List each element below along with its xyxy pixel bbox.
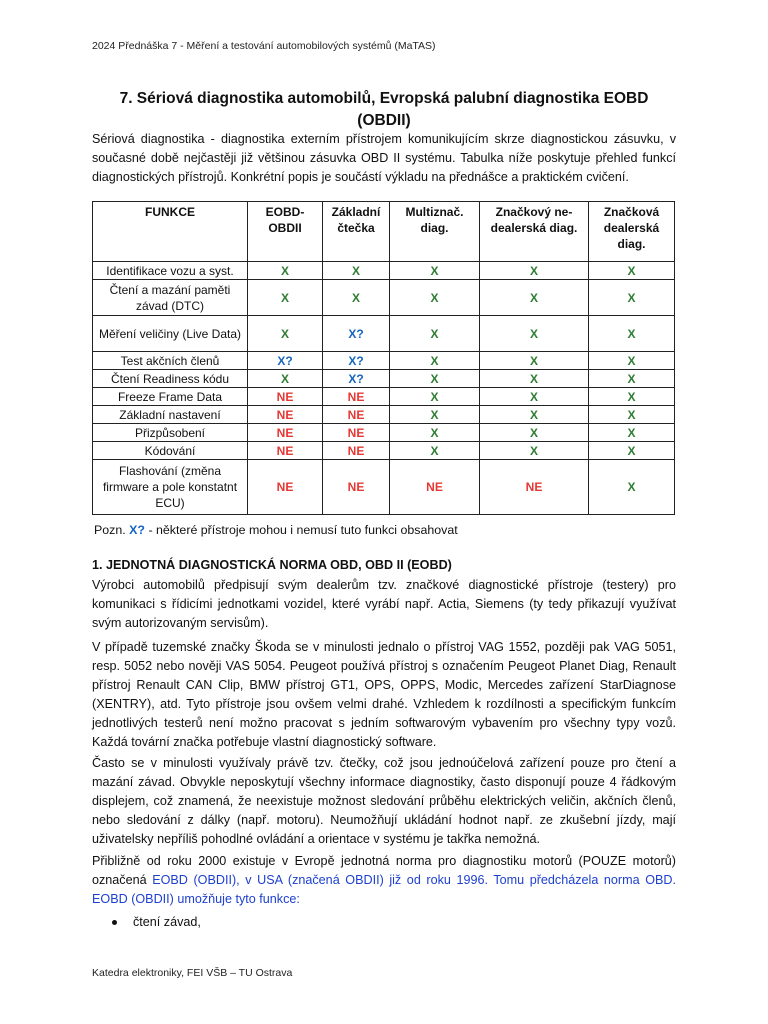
table-note bbox=[94, 523, 458, 537]
value-cell: X bbox=[480, 370, 589, 388]
value-cell: X bbox=[390, 442, 480, 460]
bullet-dot-icon bbox=[112, 920, 117, 925]
value-cell: X bbox=[589, 262, 675, 280]
value-cell: NE bbox=[248, 424, 323, 442]
value-cell: X bbox=[390, 262, 480, 280]
table-row bbox=[93, 316, 675, 352]
feature-cell: Freeze Frame Data bbox=[93, 388, 248, 406]
value-cell: X bbox=[323, 280, 390, 316]
bullet-text: čtení závad, bbox=[133, 915, 201, 929]
value-cell: X? bbox=[323, 370, 390, 388]
value-cell: X bbox=[390, 406, 480, 424]
title-line-2: (OBDII) bbox=[357, 112, 411, 129]
value-cell: NE bbox=[323, 442, 390, 460]
value-cell: X bbox=[480, 388, 589, 406]
feature-cell: Čtení a mazání paměti závad (DTC) bbox=[93, 280, 248, 316]
table-header-cell: EOBD- OBDII bbox=[248, 202, 323, 262]
table-row bbox=[93, 406, 675, 424]
paragraph-1: Výrobci automobilů předpisují svým dealerům tzv. značkové diagnostické přístroje (testery) pro komunikaci s řídicími jednotkami vozidel, které vyrábí např. Actia, Siemens (ty tedy přikazují využívat svým autorizovaným servisům). bbox=[92, 578, 676, 630]
value-cell: X bbox=[589, 316, 675, 352]
value-cell: NE bbox=[390, 460, 480, 515]
value-cell: X bbox=[589, 406, 675, 424]
value-cell: X bbox=[390, 280, 480, 316]
note-text: - některé přístroje mohou i nemusí tuto funkci obsahovat bbox=[148, 523, 458, 537]
value-cell: X bbox=[390, 388, 480, 406]
value-cell: X bbox=[248, 280, 323, 316]
value-cell: X bbox=[390, 424, 480, 442]
page-footer: Katedra elektroniky, FEI VŠB – TU Ostrava bbox=[92, 967, 293, 979]
value-cell: NE bbox=[323, 406, 390, 424]
paragraph-4-highlight: EOBD (OBDII), v USA (značená OBDII) již od roku 1996. Tomu předcházela norma OBD. EOBD (OBDII) umožňuje tyto funkce: bbox=[92, 873, 676, 906]
value-cell: X bbox=[248, 316, 323, 352]
value-cell: X bbox=[589, 388, 675, 406]
value-cell: X bbox=[589, 370, 675, 388]
table-row bbox=[93, 370, 675, 388]
paragraph-2: V případě tuzemské značky Škoda se v minulosti jednalo o přístroj VAG 1552, později pak VAG 5051, resp. 5052 nebo nověji VAS 5054. Peugeot používá přístroj s označením Peugeot Planet Diag, Renault přístroj Renault CAN Clip, BMW přístroj GT1, OPS, OPPS, Modic, Mercedes zařízení StarDiagnose (XENTRY), atd. Tyto přístroje jsou ovšem velmi drahé. Vzhledem k rozdílnosti a specifickým funkcím jednotlivých testerů není možno pracovat s jedním softwarovým vybavením pro všechny typy vozů. Každá tovární značka potřebuje vlastní diagnostický software. bbox=[92, 640, 676, 749]
paragraph-4-text: Přibližně od roku 2000 existuje v Evropě jednotná norma pro diagnostiku motorů (POUZE motorů) označená bbox=[92, 854, 676, 887]
value-cell: NE bbox=[323, 424, 390, 442]
table-header-cell: FUNKCE bbox=[93, 202, 248, 262]
value-cell: X bbox=[390, 352, 480, 370]
value-cell: X bbox=[480, 316, 589, 352]
value-cell: X bbox=[480, 262, 589, 280]
value-cell: X bbox=[323, 262, 390, 280]
table-row bbox=[93, 442, 675, 460]
table-header-cell: Multiznač. diag. bbox=[390, 202, 480, 262]
page-header: 2024 Přednáška 7 - Měření a testování automobilových systémů (MaTAS) bbox=[92, 40, 436, 52]
feature-cell: Kódování bbox=[93, 442, 248, 460]
value-cell: NE bbox=[248, 460, 323, 515]
paragraph-4 bbox=[92, 852, 676, 909]
table-row bbox=[93, 352, 675, 370]
feature-cell: Základní nastavení bbox=[93, 406, 248, 424]
intro-paragraph: Sériová diagnostika - diagnostika externím přístrojem komunikujícím skrze diagnostickou zásuvku, v současné době nejčastěji již většinou zásuvka OBD II systému. Tabulka níže poskytuje přehled funkcí diagnostických přístrojů. Konkrétní popis je součástí výkladu na přednášce a praktickém cvičení. bbox=[92, 132, 676, 184]
value-cell: X bbox=[480, 280, 589, 316]
bullet-item bbox=[112, 915, 201, 929]
value-cell: NE bbox=[323, 388, 390, 406]
title-line-1: 7. Sériová diagnostika automobilů, Evropská palubní diagnostika EOBD bbox=[119, 90, 649, 107]
value-cell: X bbox=[589, 352, 675, 370]
value-cell: NE bbox=[248, 388, 323, 406]
feature-cell: Identifikace vozu a syst. bbox=[93, 262, 248, 280]
feature-cell: Přizpůsobení bbox=[93, 424, 248, 442]
table-row bbox=[93, 460, 675, 515]
feature-cell: Čtení Readiness kódu bbox=[93, 370, 248, 388]
value-cell: NE bbox=[248, 406, 323, 424]
value-cell: X bbox=[480, 442, 589, 460]
note-mark: X? bbox=[129, 523, 145, 537]
value-cell: X? bbox=[323, 316, 390, 352]
value-cell: X bbox=[480, 406, 589, 424]
page-title bbox=[92, 88, 676, 132]
value-cell: X bbox=[248, 370, 323, 388]
note-prefix: Pozn. bbox=[94, 523, 126, 537]
feature-cell: Flashování (změna firmware a pole konstatnt ECU) bbox=[93, 460, 248, 515]
value-cell: X bbox=[390, 316, 480, 352]
value-cell: X bbox=[589, 280, 675, 316]
value-cell: X bbox=[390, 370, 480, 388]
feature-cell: Měření veličiny (Live Data) bbox=[93, 316, 248, 352]
value-cell: X bbox=[589, 424, 675, 442]
value-cell: NE bbox=[480, 460, 589, 515]
table-body bbox=[93, 262, 675, 515]
function-table bbox=[92, 201, 675, 515]
value-cell: X? bbox=[323, 352, 390, 370]
value-cell: X bbox=[589, 460, 675, 515]
paragraph-3: Často se v minulosti využívaly právě tzv. čtečky, což jsou jednoúčelová zařízení pouze pro čtení a mazání závad. Obvykle neposkytují všechny informace diagnostiky, často disponují pouze 4 řádkovým displejem, což znamená, že neexistuje možnost sledování průběhu elektrických veličin, akčních členů, nebo sledování z dálky (např. motoru). Neumožňují ukládání hodnot např. ze zkušební jízdy, mají uživatelsky nepříliš pohodlné ovládání a orientace v systému je takřka nemožná. bbox=[92, 756, 676, 846]
value-cell: X bbox=[248, 262, 323, 280]
value-cell: X bbox=[480, 424, 589, 442]
value-cell: X? bbox=[248, 352, 323, 370]
value-cell: X bbox=[589, 442, 675, 460]
table-header-cell: Základní čtečka bbox=[323, 202, 390, 262]
table-row bbox=[93, 424, 675, 442]
table-row bbox=[93, 262, 675, 280]
table-row bbox=[93, 388, 675, 406]
value-cell: NE bbox=[248, 442, 323, 460]
table-header-cell: Značková dealerská diag. bbox=[589, 202, 675, 262]
feature-cell: Test akčních členů bbox=[93, 352, 248, 370]
value-cell: X bbox=[480, 352, 589, 370]
section-heading: 1. JEDNOTNÁ DIAGNOSTICKÁ NORMA OBD, OBD II (EOBD) bbox=[92, 558, 452, 572]
table-row bbox=[93, 280, 675, 316]
value-cell: NE bbox=[323, 460, 390, 515]
table-header-cell: Značkový ne- dealerská diag. bbox=[480, 202, 589, 262]
table-header-row bbox=[93, 202, 675, 262]
